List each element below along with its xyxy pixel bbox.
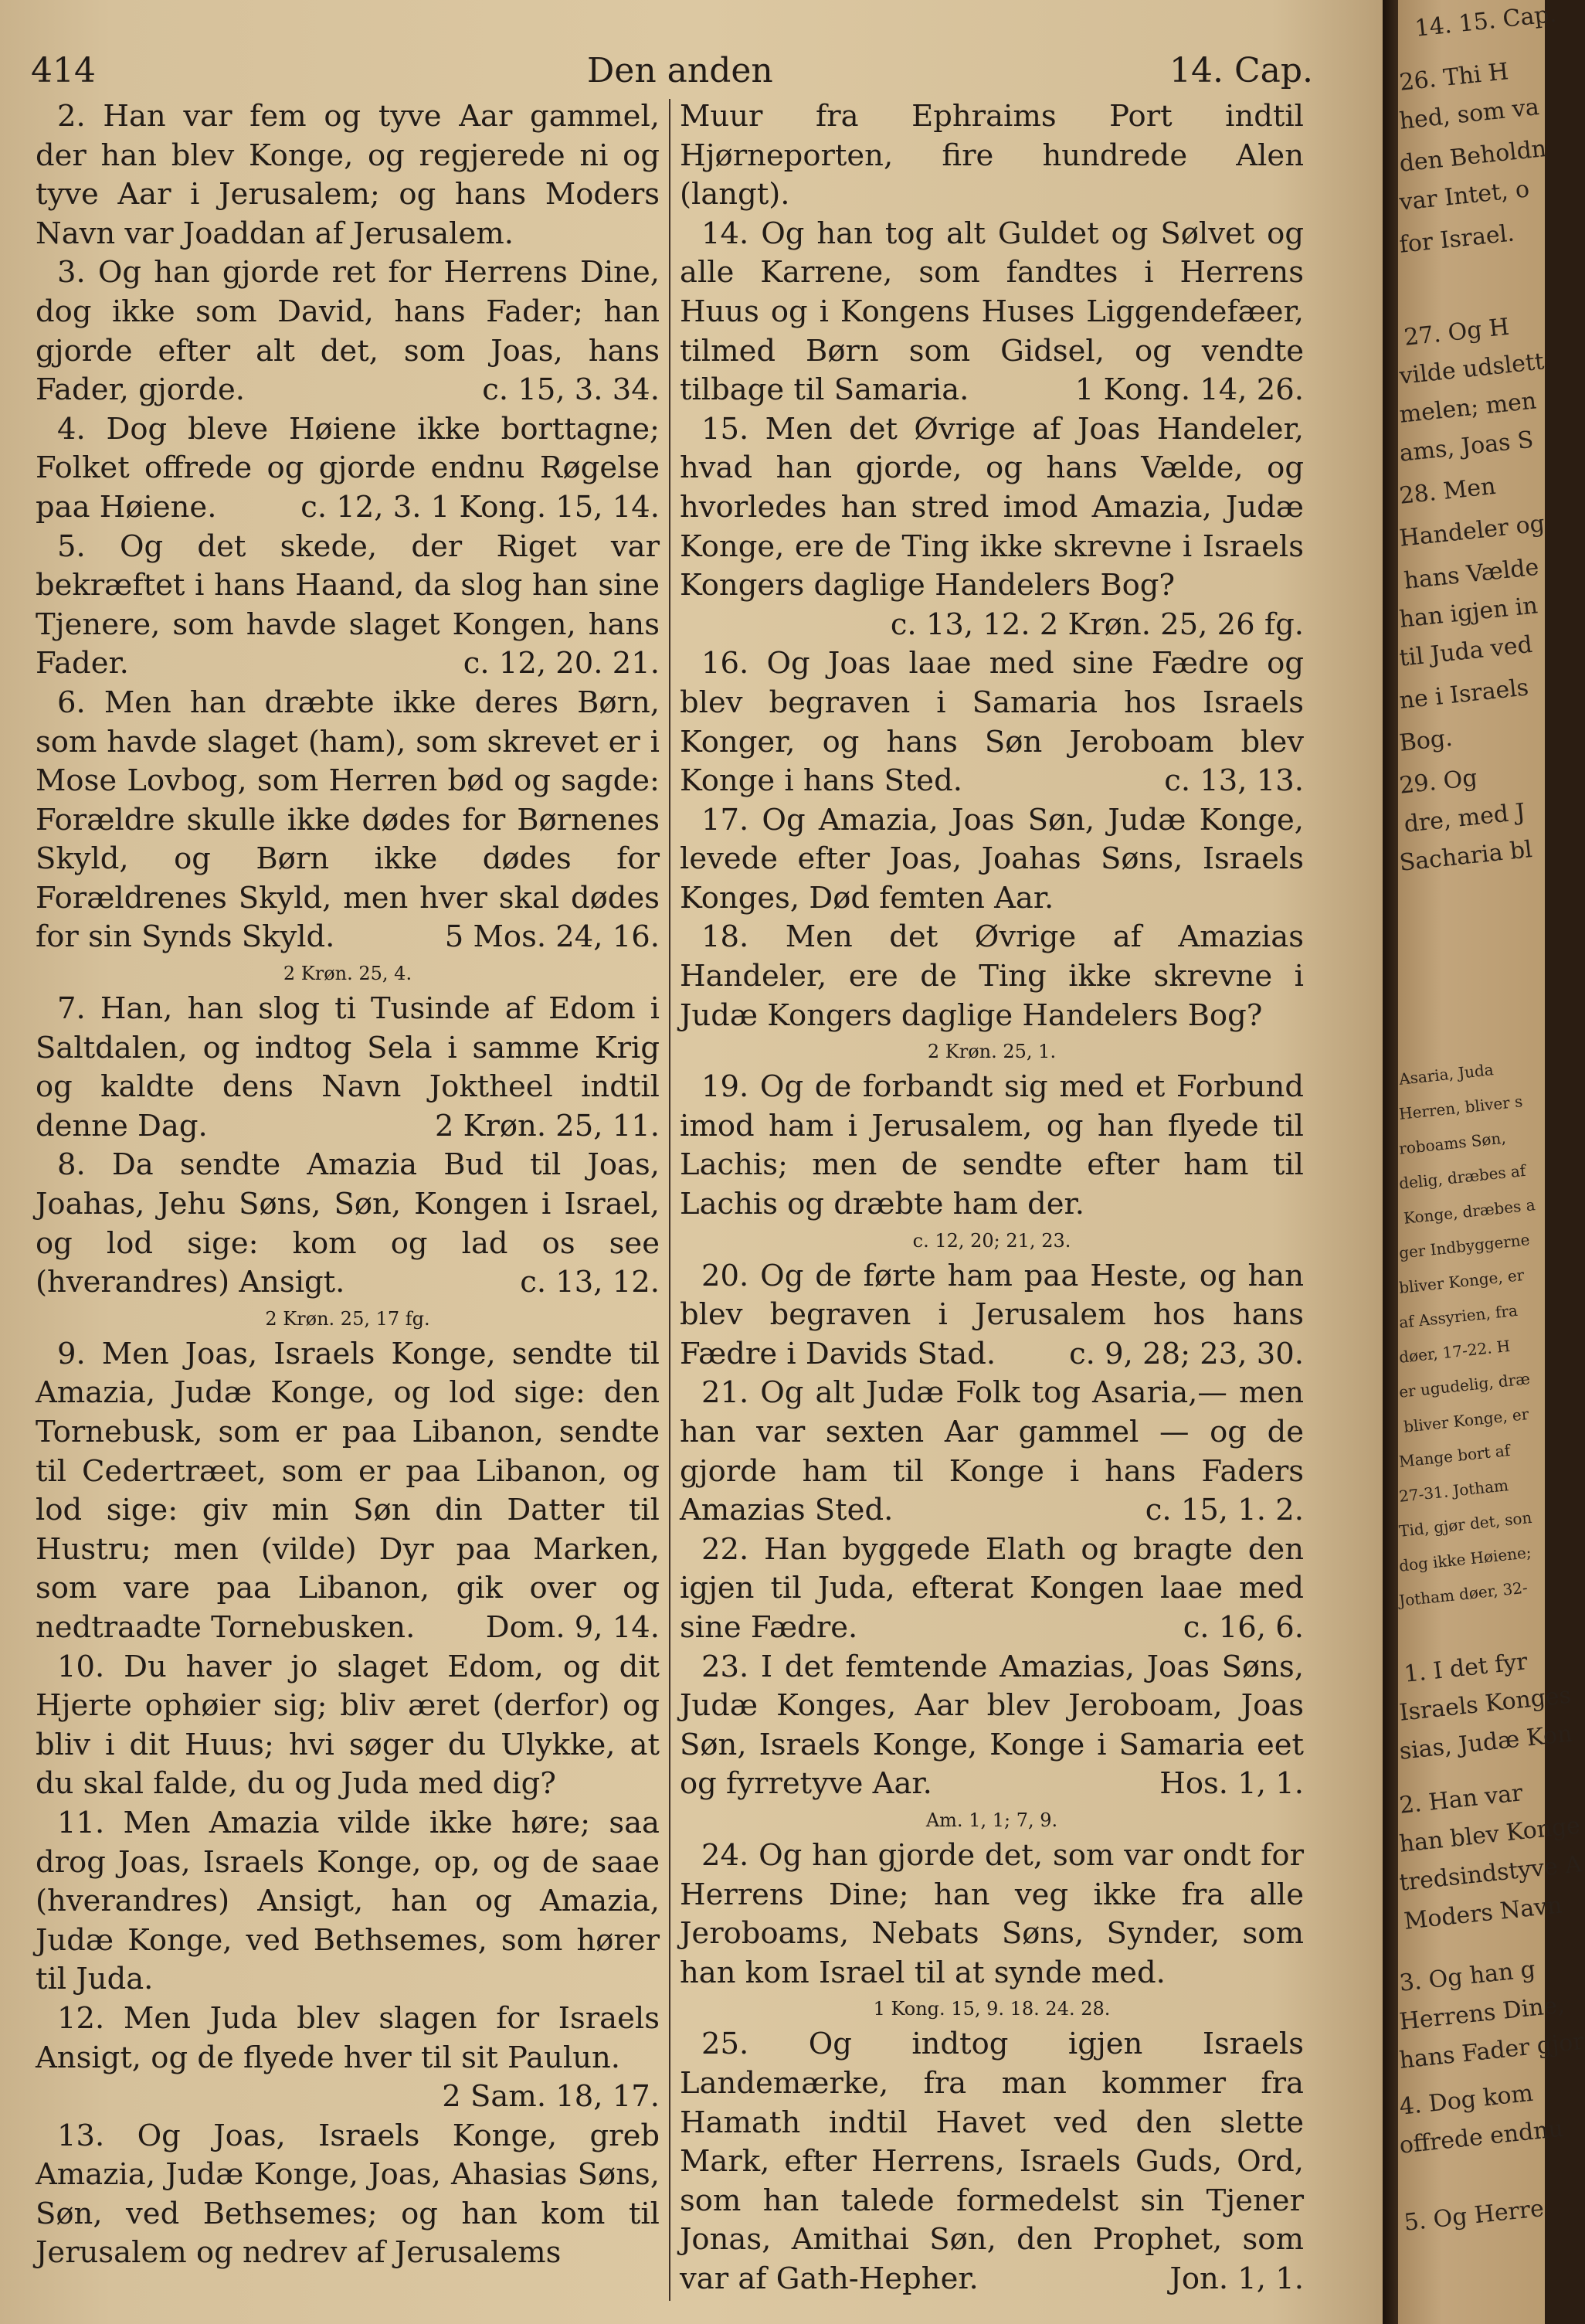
cross-reference: Am. 1, 1; 7, 9. (925, 1809, 1058, 1831)
facing-page-text: var Intet, o (1398, 175, 1531, 216)
verse-text: 14. Og han tog alt Guldet og Sølvet og alle Karrene, som fandtes i Herrens Huus og i Kongens Huses Liggendefæer, tilmed Børn som Gidsel, og vendte tilbage til Samaria. (680, 216, 1304, 408)
verse (36, 253, 660, 409)
facing-page-text: melen; men (1398, 387, 1538, 429)
verse-text: 13. Og Joas, Israels Konge, greb Amazia, Judæ Konge, Joas, Ahasias Søns, Søn, ved Bethsemes; og han kom til Jerusalem og nedrev af Jerusalems (36, 2118, 660, 2271)
verse (36, 97, 660, 253)
verse-reference: 5 Mos. 24, 16. (444, 919, 660, 955)
facing-page-text: for Israel. (1398, 219, 1516, 259)
verse (36, 528, 660, 684)
verse-reference: c. 16, 6. (1183, 1609, 1304, 1645)
verse (680, 2025, 1304, 2299)
facing-page-text: ger Indbyggerne (1398, 1230, 1531, 1262)
facing-page-text: roboams Søn, (1398, 1128, 1507, 1158)
verse (36, 1146, 660, 1302)
facing-page-text: er ugudelig, dræ (1398, 1369, 1532, 1402)
facing-page-text: delig, dræbes af (1398, 1160, 1527, 1193)
verse (36, 2000, 660, 2117)
facing-page-text: 2. Han var (1398, 1779, 1525, 1819)
verse-reference: Hos. 1, 1. (1159, 1766, 1304, 1802)
facing-page-text: den Beholdn (1398, 135, 1548, 178)
verse (680, 1374, 1304, 1530)
facing-page-text: 29. Og (1398, 764, 1479, 800)
facing-page-text: 4. Dog kom (1398, 2079, 1535, 2121)
verse (680, 1257, 1304, 1374)
verse-text: 17. Og Amazia, Joas Søn, Judæ Konge, levede efter Joas, Joahas Søns, Israels Konges, Død femten Aar. (680, 802, 1304, 916)
verse-text: 3. Og han gjorde ret for Herrens Dine, dog ikke som David, hans Fader; han gjorde efter alt det, som Joas, hans Fader, gjorde. (36, 255, 660, 408)
verse-reference: c. 13, 13. (1164, 763, 1304, 799)
verse-text: 6. Men han dræbte ikke deres Børn, som havde slaget (ham), som skrevet er i Mose Lovbog, som Herren bød og sagde: Forældre skulle ikke dødes for Børnenes Skyld, og Børn ikke dødes for Forældrenes Skyld, men hver skal dødes for sin Synds Skyld. (36, 685, 660, 955)
facing-page-text: ams, Joas S (1398, 426, 1535, 467)
cross-reference: c. 12, 20; 21, 23. (912, 1229, 1071, 1252)
verse-reference: c. 15, 3. 34. (482, 372, 660, 408)
facing-page-text: døer, 17-22. H (1398, 1336, 1512, 1367)
verse (680, 1068, 1304, 1224)
verse-reference: c. 15, 1. 2. (1145, 1493, 1304, 1528)
column-divider (669, 99, 670, 2301)
verse-text: 2. Han var fem og tyve Aar gammel, der han blev Konge, og regjerede ni og tyve Aar i Jerusalem; og hans Moders Navn var Joaddan af Jerusalem. (36, 99, 660, 251)
facing-page-text: Handeler og (1398, 510, 1546, 552)
book-gutter (1383, 0, 1398, 2324)
running-header (31, 51, 1313, 97)
facing-page-edge (1398, 0, 1585, 2324)
verse-text: 16. Og Joas laae med sine Fædre og blev begraven i Samaria hos Israels Konger, og hans Søn Jeroboam blev Konge i hans Sted. (680, 646, 1304, 799)
verse-text: 19. Og de forbandt sig med et Forbund imod ham i Jerusalem, og han flyede til Lachis; men de sendte efter ham til Lachis og dræbte ham der. (680, 1069, 1304, 1222)
facing-page-text: hed, som va (1398, 93, 1541, 135)
verse-reference: 1 Kong. 14, 26. (1074, 372, 1304, 408)
facing-page-text: 28. Men (1398, 472, 1498, 510)
page-number: 414 (31, 51, 96, 90)
verse-reference: c. 13, 12. 2 Krøn. 25, 26 fg. (890, 606, 1304, 642)
facing-page-text: Mange bort af (1398, 1440, 1512, 1471)
verse-reference: 2 Sam. 18, 17. (442, 2079, 660, 2115)
cross-reference: 1 Kong. 15, 9. 18. 24. 28. (873, 1998, 1111, 2020)
verse-reference: Dom. 9, 14. (485, 1609, 660, 1645)
verse (36, 410, 660, 528)
facing-page-text: dog ikke Høiene; (1398, 1543, 1532, 1575)
facing-page-text: Jotham døer, 32- (1398, 1578, 1529, 1610)
running-title: Den anden (587, 51, 773, 90)
verse-reference: c. 9, 28; 23, 30. (1069, 1336, 1304, 1371)
verse-reference: c. 12, 20. 21. (463, 646, 660, 681)
facing-page-text: tredsindstyve A (1398, 1850, 1583, 1897)
verse-text: 20. Og de førte ham paa Heste, og han blev begraven i Jerusalem hos hans Fædre i Davids Stad. (680, 1258, 1304, 1371)
verse-reference: c. 12, 3. 1 Kong. 15, 14. (300, 489, 660, 525)
verse-text: 25. Og indtog igjen Israels Landemærke, fra man kommer fra Hamath indtil Havet ved den slette Mark, efter Herrens, Israels Guds, Ord, som han talede formedelst sin Tjener Jonas, Amithai Søn, den Prophet, som var af Gath-Hepher. (680, 2027, 1304, 2296)
facing-page-text: bliver Konge, er (1403, 1404, 1530, 1436)
facing-page-text: ne i Israels (1398, 674, 1530, 715)
facing-page-text: vilde udslett (1398, 348, 1546, 390)
facing-page-text: til Juda ved (1398, 630, 1534, 672)
verse (36, 684, 660, 957)
facing-page-text: Herrens Dine, (1398, 1991, 1566, 2036)
facing-page-text: hans Vælde (1403, 553, 1540, 595)
facing-page-text: 27-31. Jotham (1398, 1476, 1509, 1506)
verse-text: 15. Men det Øvrige af Joas Handeler, hvad han gjorde, og hans Vælde, og hvorledes han stred imod Amazia, Judæ Konge, ere de Ting ikke skrevne i Israels Kongers daglige Handelers Bog? (680, 411, 1304, 603)
verse (680, 1836, 1304, 1993)
facing-page-text: 14. 15. Cap. (1414, 0, 1558, 42)
facing-page-text: offrede endnu (1398, 2115, 1565, 2159)
verse (36, 2117, 660, 2273)
verse-text: 8. Da sendte Amazia Bud til Joas, Joahas, Jehu Søns, Søn, Kongen i Israel, og lod sige: kom og lad os see (hverandres) Ansigt. (36, 1147, 660, 1300)
verse-reference: 2 Krøn. 25, 11. (434, 1108, 660, 1143)
facing-page-text: dre, med J (1403, 798, 1527, 838)
facing-page-text: sias, Judæ Kon (1398, 1720, 1574, 1765)
facing-page-text: Israels Konges (1398, 1681, 1573, 1727)
facing-page-text: 26. Thi H (1398, 58, 1510, 97)
facing-page-text: 5. Og Herre (1403, 2194, 1546, 2237)
facing-page-text: 3. Og han g (1398, 1955, 1537, 1997)
text-column-right (680, 97, 1304, 2299)
verse (680, 1531, 1304, 1648)
verse-text: 21. Og alt Judæ Folk tog Asaria,— men han var sexten Aar gammel — og de gjorde ham til Konge i hans Faders Amazias Sted. (680, 1375, 1304, 1528)
facing-page-text: hans Fader gjor (1398, 2027, 1585, 2074)
verse (680, 644, 1304, 800)
cross-reference: 2 Krøn. 25, 17 fg. (265, 1307, 430, 1330)
verse-text: 24. Og han gjorde det, som var ondt for Herrens Dine; han veg ikke fra alle Jeroboams, Nebats Søns, Synder, som han kom Israel til at synde med. (680, 1837, 1304, 1990)
verse-text: 7. Han, han slog ti Tusinde af Edom i Saltdalen, og indtog Sela i samme Krig og kaldte dens Navn Joktheel indtil denne Dag. (36, 991, 660, 1143)
facing-page-text: Bog. (1398, 724, 1454, 757)
cross-reference: 2 Krøn. 25, 1. (927, 1041, 1057, 1063)
verse (680, 801, 1304, 919)
verse-reference: c. 13, 12. (520, 1265, 660, 1300)
facing-page-text: han igjen in (1398, 592, 1539, 634)
facing-page-text: Moders Navn (1403, 1891, 1563, 1935)
verse-text: Muur fra Ephraims Port indtil Hjørneporten, fire hundrede Alen (langt). (680, 99, 1304, 212)
verse (680, 410, 1304, 645)
verse-text: 23. I det femtende Amazias, Joas Søns, Judæ Konges, Aar blev Jeroboam, Joas Søn, Israels Konge, Konge i Samaria eet og fyrretyve Aar. (680, 1649, 1304, 1802)
facing-page-text: 1. I det fyr (1403, 1648, 1529, 1688)
cross-reference: 2 Krøn. 25, 4. (283, 963, 412, 985)
verse-text: 5. Og det skede, der Riget var bekræftet i hans Haand, da slog han sine Tjenere, som havde slaget Kongen, hans Fader. (36, 528, 660, 681)
verse-text: 9. Men Joas, Israels Konge, sendte til Amazia, Judæ Konge, og lod sige: den Tornebusk, som er paa Libanon, sendte til Cedertræet, som er paa Libanon, og lod sige: giv min Søn din Datter til Hustru; men (vilde) Dyr paa Marken, som vare paa Libanon, gik over og nedtraadte Tornebusken. (36, 1336, 660, 1645)
verse-reference: Jon. 1, 1. (1169, 2261, 1304, 2296)
verse (36, 1648, 660, 1804)
verse (680, 918, 1304, 1035)
verse (36, 1804, 660, 2000)
verse-text: 18. Men det Øvrige af Amazias Handeler, ere de Ting ikke skrevne i Judæ Kongers daglige Handelers Bog? (680, 919, 1304, 1033)
facing-page-text: bliver Konge, er (1398, 1265, 1526, 1297)
text-column-left (36, 97, 660, 2273)
verse (680, 1648, 1304, 1804)
facing-page-text: Asaria, Juda (1398, 1060, 1495, 1089)
verse-text: 11. Men Amazia vilde ikke høre; saa drog Joas, Israels Konge, op, og de saae (hverandres) Ansigt, han og Amazia, Judæ Konge, ved Bethsemes, som hører til Juda. (36, 1805, 660, 1997)
verse-text: 10. Du haver jo slaget Edom, og dit Hjerte ophøier sig; bliv æret (derfor) og bliv i dit Huus; hvi søger du Ulykke, at du skal falde, du og Juda med dig? (36, 1649, 660, 1802)
facing-page-text: Tid, gjør det, son (1398, 1507, 1533, 1541)
verse (680, 97, 1304, 215)
verse (36, 990, 660, 1146)
verse-text: 22. Han byggede Elath og bragte den igjen til Juda, efterat Kongen laae med sine Fædre. (680, 1531, 1304, 1645)
verse-text: 4. Dog bleve Høiene ikke borttagne; Folket offrede og gjorde endnu Røgelse paa Høiene. (36, 411, 660, 525)
chapter-label: 14. Cap. (1169, 51, 1313, 90)
facing-page-text: 27. Og H (1403, 313, 1511, 352)
facing-page-text: Sacharia bl (1398, 835, 1534, 877)
verse-text: 12. Men Juda blev slagen for Israels Ansigt, og de flyede hver til sit Paulun. (36, 2000, 660, 2075)
facing-page-text: Herren, bliver s (1398, 1092, 1524, 1123)
facing-page-text: Konge, dræbes a (1403, 1195, 1536, 1228)
verse (36, 1335, 660, 1648)
verse (680, 215, 1304, 410)
facing-page-text: han blev Konge (1398, 1812, 1582, 1858)
facing-page-text: af Assyrien, fra (1398, 1300, 1519, 1332)
